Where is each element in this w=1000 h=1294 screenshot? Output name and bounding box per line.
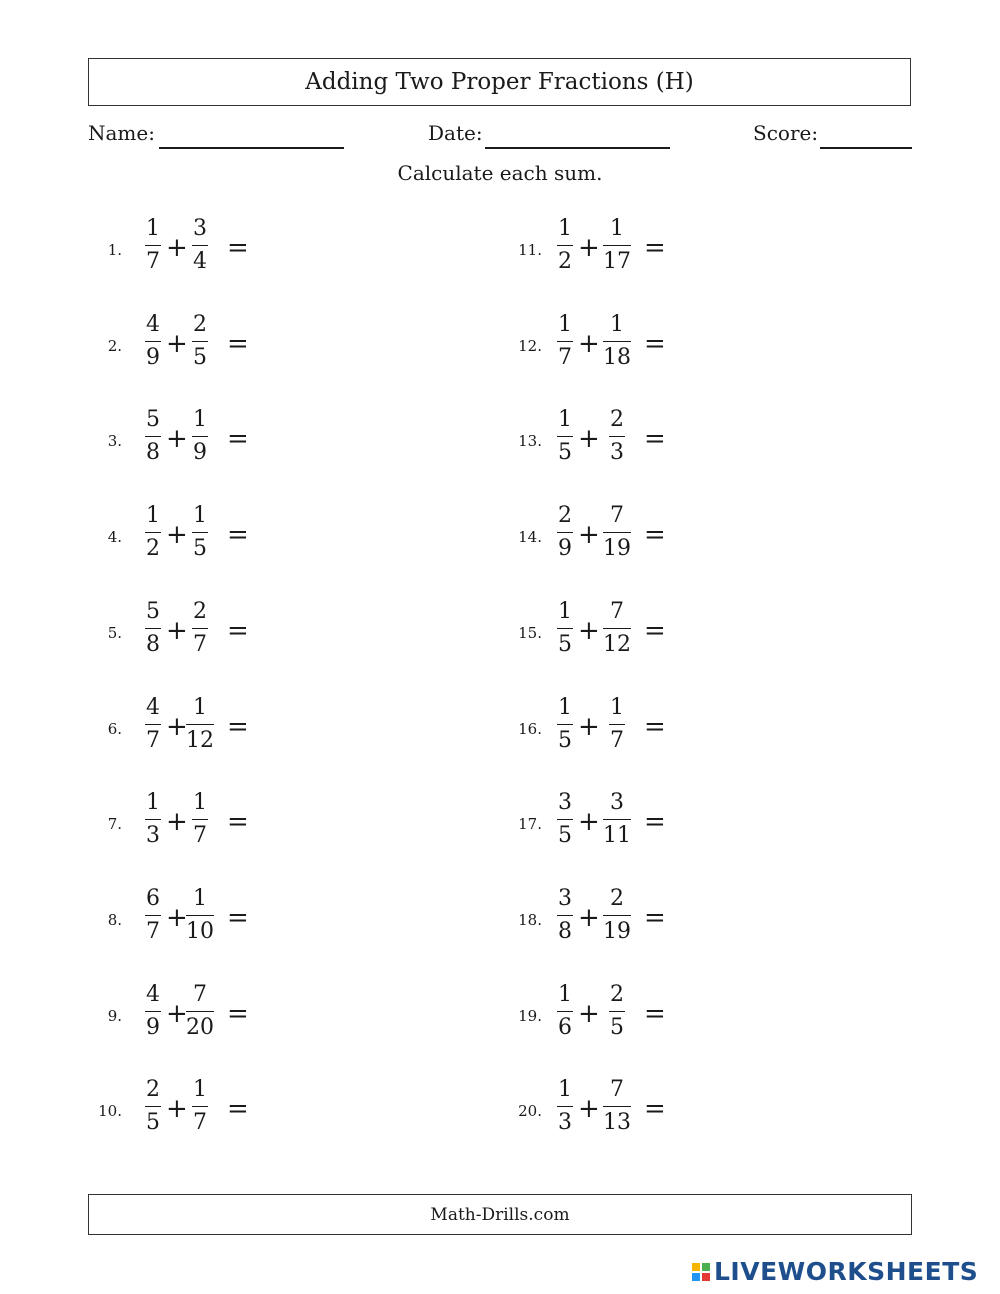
numerator: 1 [193,407,207,432]
plus-sign: + [166,1094,188,1124]
numerator: 5 [146,599,160,624]
denominator: 4 [193,249,207,274]
fraction-bar [603,819,631,820]
score-label: Score: [753,121,819,145]
problem-number: 19. [518,1007,542,1025]
numerator: 2 [193,599,207,624]
denominator: 19 [603,536,631,561]
answer-area[interactable] [674,704,794,754]
answer-area[interactable] [674,321,794,371]
answer-area[interactable] [674,1086,794,1136]
problem-number: 5. [107,624,122,642]
plus-sign: + [578,520,600,550]
denominator: 10 [186,919,214,944]
numerator: 1 [610,695,624,720]
fraction-b [597,789,637,850]
problem-number: 18. [518,911,542,929]
fraction-bar [145,532,161,533]
equals-sign: = [227,616,249,646]
date-input-line[interactable] [485,147,670,149]
score-input-line[interactable] [820,147,912,149]
numerator: 1 [193,886,207,911]
equals-sign: = [644,999,666,1029]
fraction-bar [557,532,573,533]
footer [88,1194,912,1235]
plus-sign: + [578,807,600,837]
numerator: 3 [558,886,572,911]
name-input-line[interactable] [159,147,344,149]
problem-number: 7. [107,815,122,833]
answer-area[interactable] [257,895,377,945]
name-label: Name: [88,121,155,145]
numerator: 2 [558,503,572,528]
plus-sign: + [166,999,188,1029]
fraction-b [597,598,637,659]
denominator: 8 [146,632,160,657]
fraction-b [597,502,637,563]
numerator: 1 [558,982,572,1007]
denominator: 2 [146,536,160,561]
fraction-bar [192,245,208,246]
logo-text: LIVEWORKSHEETS [714,1257,979,1286]
denominator: 7 [193,632,207,657]
logo-blocks-icon [692,1263,710,1281]
equals-sign: = [227,1094,249,1124]
problem-number: 15. [518,624,542,642]
denominator: 8 [146,440,160,465]
denominator: 6 [558,1015,572,1040]
plus-sign: + [578,424,600,454]
denominator: 9 [146,1015,160,1040]
fraction-bar [192,436,208,437]
numerator: 1 [558,1077,572,1102]
numerator: 1 [193,1077,207,1102]
denominator: 5 [193,536,207,561]
equals-sign: = [227,999,249,1029]
equals-sign: = [644,1094,666,1124]
fraction-bar [603,532,631,533]
problem-number: 16. [518,720,542,738]
plus-sign: + [166,329,188,359]
plus-sign: + [166,616,188,646]
numerator: 2 [193,312,207,337]
denominator: 5 [558,823,572,848]
answer-area[interactable] [257,321,377,371]
fraction-bar [145,915,161,916]
fraction-b [597,885,637,946]
answer-area[interactable] [257,608,377,658]
answer-area[interactable] [257,225,377,275]
denominator: 13 [603,1110,631,1135]
problem-number: 6. [107,720,122,738]
answer-area[interactable] [257,704,377,754]
denominator: 3 [558,1110,572,1135]
problem-number: 20. [518,1102,542,1120]
denominator: 7 [193,823,207,848]
numerator: 1 [610,312,624,337]
plus-sign: + [166,424,188,454]
fraction-bar [557,1011,573,1012]
answer-area[interactable] [674,416,794,466]
numerator: 7 [193,982,207,1007]
problem-number: 2. [107,337,122,355]
plus-sign: + [578,329,600,359]
numerator: 7 [610,503,624,528]
fraction-bar [145,1011,161,1012]
denominator: 7 [146,249,160,274]
fraction-bar [145,245,161,246]
fraction-b [180,311,220,372]
fraction-bar [603,245,631,246]
fraction-bar [603,1106,631,1107]
plus-sign: + [578,712,600,742]
numerator: 1 [193,695,207,720]
instructions: Calculate each sum. [397,161,603,185]
fraction-bar [557,245,573,246]
fraction-bar [609,436,625,437]
denominator: 8 [558,919,572,944]
numerator: 1 [193,503,207,528]
problem-number: 3. [107,432,122,450]
fraction-bar [557,819,573,820]
equals-sign: = [644,424,666,454]
problem-number: 14. [518,528,542,546]
fraction-bar [145,628,161,629]
denominator: 9 [193,440,207,465]
equals-sign: = [644,903,666,933]
numerator: 1 [146,790,160,815]
denominator: 18 [603,345,631,370]
fraction-bar [145,724,161,725]
worksheet-title-text: Adding Two Proper Fractions (H) [305,69,694,95]
denominator: 12 [603,632,631,657]
problem-number: 9. [107,1007,122,1025]
numerator: 2 [610,982,624,1007]
numerator: 3 [558,790,572,815]
equals-sign: = [644,329,666,359]
fraction-bar [192,341,208,342]
numerator: 3 [193,216,207,241]
date-label: Date: [428,121,483,145]
fraction-bar [145,436,161,437]
answer-area[interactable] [257,991,377,1041]
logo-block [702,1273,710,1281]
numerator: 4 [146,695,160,720]
fraction-bar [192,532,208,533]
denominator: 7 [146,919,160,944]
fraction-b [180,1076,220,1137]
fraction-b [597,215,637,276]
numerator: 1 [193,790,207,815]
fraction-b [597,694,637,755]
problem-number: 13. [518,432,542,450]
numerator: 1 [146,503,160,528]
fraction-bar [192,819,208,820]
problem-number: 11. [518,241,542,259]
plus-sign: + [578,1094,600,1124]
fraction-b [180,885,220,946]
numerator: 7 [610,599,624,624]
logo-block [692,1273,700,1281]
answer-area[interactable] [674,608,794,658]
denominator: 3 [146,823,160,848]
equals-sign: = [227,329,249,359]
fraction-bar [603,915,631,916]
answer-area[interactable] [674,895,794,945]
numerator: 1 [558,216,572,241]
equals-sign: = [227,807,249,837]
numerator: 1 [610,216,624,241]
fraction-b [180,406,220,467]
numerator: 1 [558,599,572,624]
fraction-b [180,981,220,1042]
equals-sign: = [227,712,249,742]
denominator: 3 [610,440,624,465]
equals-sign: = [227,233,249,263]
numerator: 4 [146,312,160,337]
fraction-bar [557,436,573,437]
fraction-bar [145,1106,161,1107]
denominator: 5 [193,345,207,370]
fraction-b [180,694,220,755]
fraction-bar [603,341,631,342]
denominator: 5 [558,632,572,657]
fraction-bar [145,341,161,342]
denominator: 9 [558,536,572,561]
denominator: 5 [146,1110,160,1135]
denominator: 5 [610,1015,624,1040]
numerator: 3 [610,790,624,815]
fraction-bar [557,628,573,629]
plus-sign: + [166,807,188,837]
denominator: 7 [146,728,160,753]
plus-sign: + [166,233,188,263]
problem-number: 12. [518,337,542,355]
plus-sign: + [578,233,600,263]
fraction-bar [186,724,214,725]
numerator: 5 [146,407,160,432]
denominator: 5 [558,440,572,465]
numerator: 1 [558,695,572,720]
numerator: 4 [146,982,160,1007]
plus-sign: + [578,616,600,646]
fraction-bar [609,1011,625,1012]
numerator: 2 [610,407,624,432]
denominator: 7 [558,345,572,370]
denominator: 5 [558,728,572,753]
fraction-b [597,1076,637,1137]
fraction-b [597,981,637,1042]
denominator: 7 [610,728,624,753]
numerator: 1 [558,312,572,337]
answer-area[interactable] [674,512,794,562]
numerator: 1 [146,216,160,241]
fraction-b [180,598,220,659]
denominator: 19 [603,919,631,944]
equals-sign: = [227,424,249,454]
liveworksheets-logo [692,1257,978,1286]
equals-sign: = [644,807,666,837]
problem-number: 8. [107,911,122,929]
answer-area[interactable] [674,799,794,849]
fraction-bar [192,628,208,629]
denominator: 12 [186,728,214,753]
denominator: 7 [193,1110,207,1135]
plus-sign: + [578,999,600,1029]
problem-number: 1. [107,241,122,259]
numerator: 7 [610,1077,624,1102]
fraction-b [180,502,220,563]
equals-sign: = [644,616,666,646]
answer-area[interactable] [674,225,794,275]
denominator: 11 [603,823,631,848]
fraction-bar [186,1011,214,1012]
problem-number: 4. [107,528,122,546]
plus-sign: + [166,712,188,742]
equals-sign: = [644,520,666,550]
denominator: 20 [186,1015,214,1040]
numerator: 2 [146,1077,160,1102]
answer-area[interactable] [257,1086,377,1136]
equals-sign: = [227,903,249,933]
numerator: 1 [558,407,572,432]
problem-number: 17. [518,815,542,833]
answer-area[interactable] [674,991,794,1041]
fraction-b [180,789,220,850]
footer-text: Math-Drills.com [430,1204,570,1225]
denominator: 9 [146,345,160,370]
fraction-b [597,406,637,467]
numerator: 6 [146,886,160,911]
fraction-bar [145,819,161,820]
denominator: 17 [603,249,631,274]
plus-sign: + [578,903,600,933]
logo-block [692,1263,700,1271]
problem-number: 10. [98,1102,122,1120]
fraction-b [597,311,637,372]
logo-block [702,1263,710,1271]
fraction-bar [609,724,625,725]
answer-area[interactable] [257,799,377,849]
fraction-bar [557,1106,573,1107]
numerator: 2 [610,886,624,911]
fraction-bar [186,915,214,916]
equals-sign: = [644,233,666,263]
fraction-bar [557,724,573,725]
equals-sign: = [644,712,666,742]
fraction-bar [603,628,631,629]
equals-sign: = [227,520,249,550]
fraction-bar [557,341,573,342]
denominator: 2 [558,249,572,274]
answer-area[interactable] [257,512,377,562]
plus-sign: + [166,520,188,550]
answer-area[interactable] [257,416,377,466]
fraction-bar [192,1106,208,1107]
fraction-bar [557,915,573,916]
worksheet-title [88,58,911,106]
fraction-b [180,215,220,276]
plus-sign: + [166,903,188,933]
